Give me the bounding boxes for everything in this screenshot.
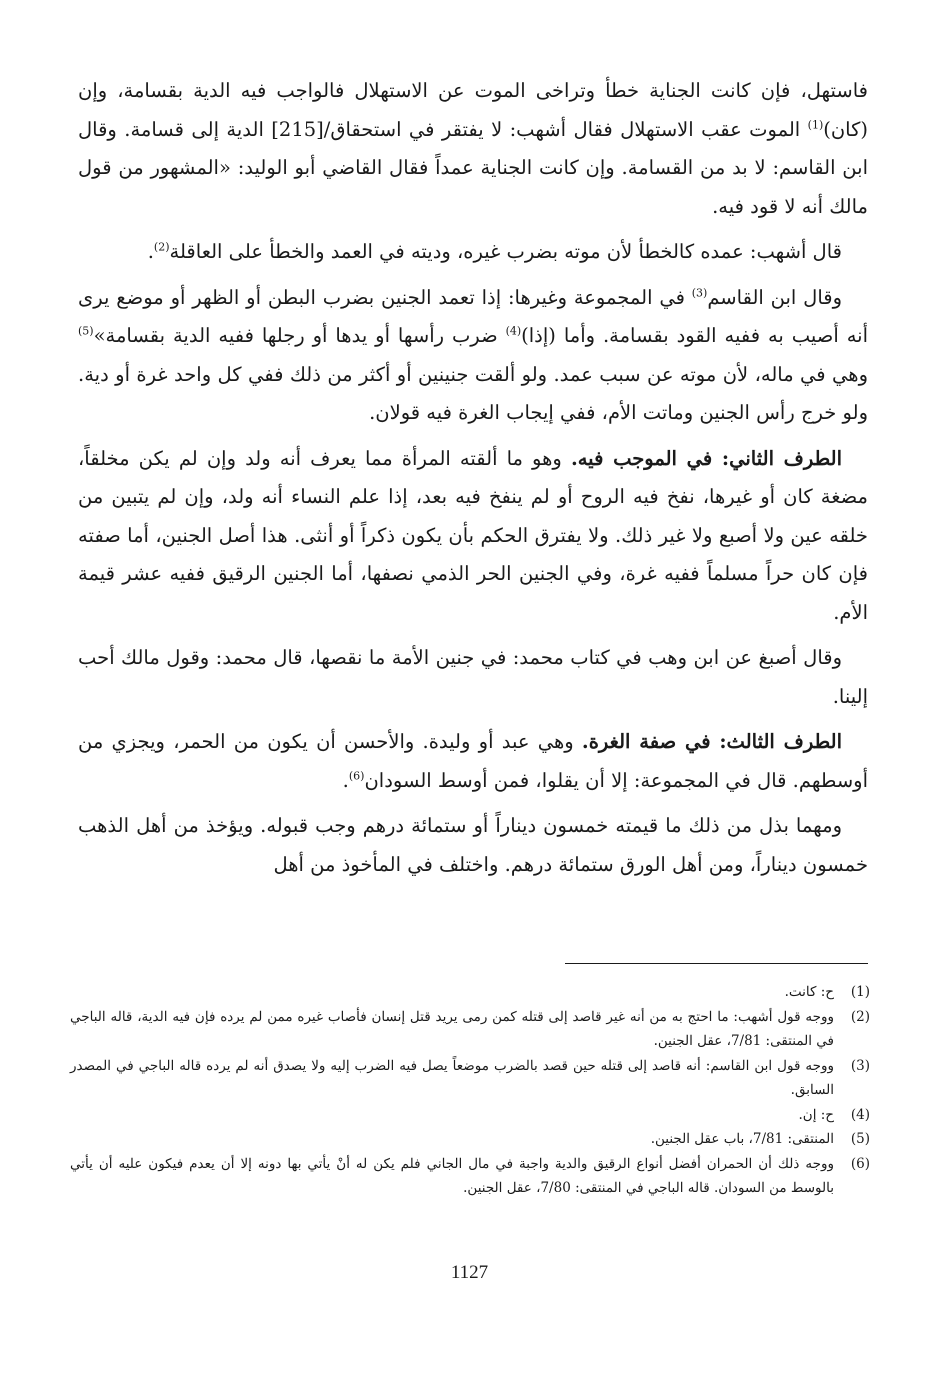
footnote-ref-4[interactable]: (4) (505, 324, 522, 338)
footnote-1: (1) ح: كانت. (784, 984, 870, 1000)
footnote-ref-3[interactable]: (3) (691, 286, 708, 299)
section-heading-3: الطرف الثالث: في صفة الغرة. (581, 730, 842, 753)
paragraph-7: ومهما بذل من ذلك ما قيمته خمسون ديناراً أو ستمائة درهم وجب قبوله. ويؤخذ من أهل الذهب خمسون ديناراً، ومن أهل الورق ستمائة درهم. واختلف في المأخوذ من أهل (78, 814, 868, 876)
footnote-4: (4) ح: إن. (798, 1106, 870, 1123)
footnotes (70, 980, 870, 1201)
footnote-3: (3) ووجه قول ابن القاسم: أنه قاصد إلى قتله حين قصد بالضرب موضعاً يصل فيه الضرب إليه ولا يصدق أنه لم يرده قاله الباجي في المصدر السابق. (70, 1057, 870, 1098)
footnote-2: (2) ووجه قول أشهب: ما احتج به من أنه غير قاصد إلى قتله كمن رمى يريد قتل إنسان فأصاب غيره ممن لم يرده فإن فيه الدية، قاله الباجي في المنتقى: 7/81، عقل الجنين. (70, 1008, 870, 1049)
footnote-ref-2[interactable]: (2) (153, 240, 170, 254)
footnote-ref-5[interactable]: (5) (78, 324, 94, 338)
paragraph-5: وقال أصبغ عن ابن وهب في كتاب محمد: في جنين الأمة ما نقصها، قال محمد: وقول مالك أحب إلينا. (78, 646, 868, 708)
main-text (78, 72, 868, 891)
paragraph-3: وقال ابن القاسم$^{(3)}$ في المجموعة وغيرها: إذا تعمد الجنين بضرب البطن أو الظهر أو موضع يرى أنه أصيب به ففيه القود بقسامة. وأما (إذا)$^{(4)}$ ضرب رأسها أو يدها أو رجلها ففيه الدية بقسامة»$^{(5)}$ وهي في ماله، لأن موته عن سبب عمد. ولو ألقت جنينين أو أكثر من ذلك ففي كل واحد غرة أو دية. ولو خرج رأس الجنين وماتت الأم، ففي إيجاب الغرة فيه قولان. (78, 285, 868, 424)
page-number: 1127 (450, 1262, 489, 1283)
footnote-ref-6[interactable]: (6) (348, 769, 365, 782)
footnote-separator (565, 963, 868, 964)
footnote-6: (6) ووجه ذلك أن الحمران أفضل أنواع الرقيق والدية واجبة في مال الجاني فلم يكن له أنْ يأتي بها دونه إلا أن يعدم فيكون عليه أن يأتي بالوسط من السودان. قاله الباجي في المنتقى: 7/80، عقل الجنين. (70, 1155, 870, 1196)
footnote-5: (5) المنتقى: 7/81، باب عقل الجنين. (650, 1131, 870, 1147)
paragraph-1: فاستهل، فإن كانت الجناية خطأ وتراخى الموت عن الاستهلال فالواجب فيه الدية بقسامة، وإن (كان)$^{(1)}$ الموت عقب الاستهلال فقال أشهب: لا يفتقر في استحقاق/[215] الدية إلى قسامة. وقال ابن القاسم: لا بد من القسامة. وإن كانت الجناية عمداً فقال القاضي أبو الوليد: «المشهور من قول مالك أنه لا قود فيه. (78, 79, 868, 218)
paragraph-4: الطرف الثاني: في الموجب فيه. وهو ما ألقته المرأة مما يعرف أنه ولد وإن لم يكن مخلقاً، مضغة كان أو غيرها، نفخ فيه الروح أو لم ينفخ فيه بعد، إذا علم النساء أنه ولد، وإن لم يتبين من خلقه عين ولا أصبع ولا غير ذلك. ولا يفترق الحكم بأن يكون ذكراً أو أنثى. هذا أصل الجنين، أما صفته فإن كان حراً مسلماً ففيه غرة، وفي الجنين الحر الذمي نصفها، أما الجنين الرقيق ففيه عشر قيمة الأم. (78, 446, 868, 624)
paragraph-6: الطرف الثالث: في صفة الغرة. وهي عبد أو وليدة. والأحسن أن يكون من الحمر، ويجزي من أوسطهم. قال في المجموعة: إلا أن يقلوا، فمن أوسط السودان$^{(6)}$. (78, 730, 868, 792)
footnote-ref-1[interactable]: (1) (807, 118, 824, 131)
section-heading-2: الطرف الثاني: في الموجب فيه. (570, 446, 842, 470)
paragraph-2: قال أشهب: عمده كالخطأ لأن موته بضرب غيره، وديته في العمد والخطأ على العاقلة$^{(2)}$. (147, 240, 842, 263)
